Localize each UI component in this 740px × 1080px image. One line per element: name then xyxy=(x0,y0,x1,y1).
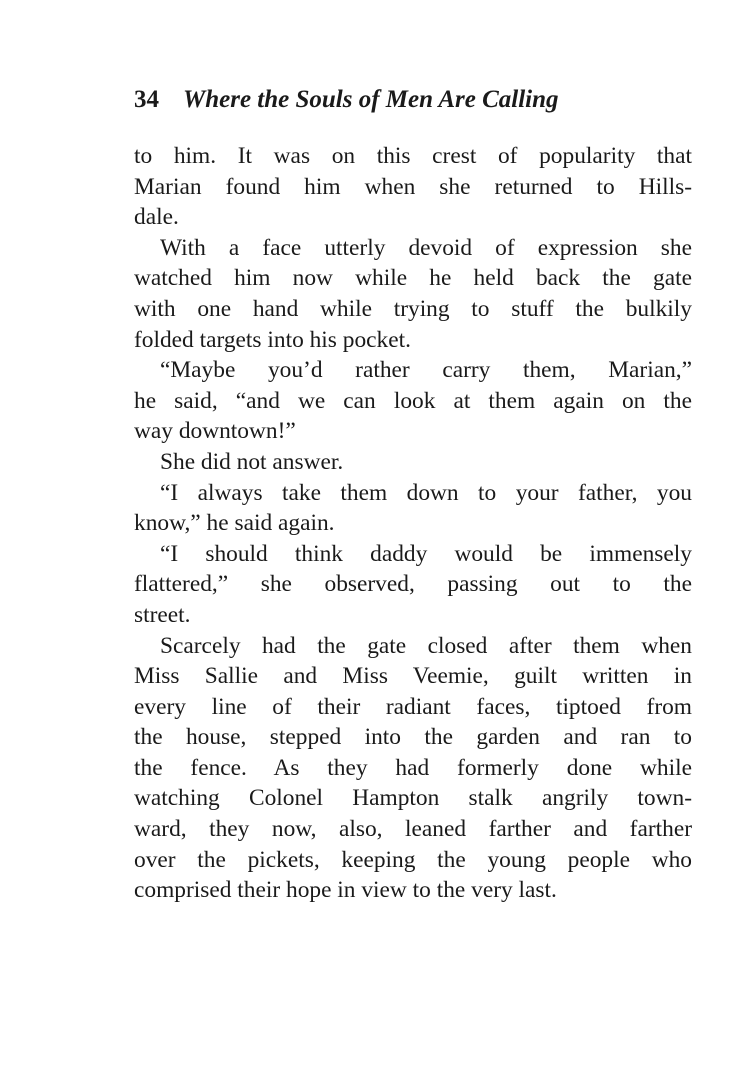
text-line: ward, they now, also, leaned farther and farther xyxy=(134,816,692,843)
text-line: way downtown!” xyxy=(134,418,296,445)
text-line: know,” he said again. xyxy=(134,510,335,537)
text-line: dale. xyxy=(134,204,179,231)
body-text xyxy=(134,141,692,906)
text-line: to him. It was on this crest of popularity that xyxy=(134,143,692,169)
book-page xyxy=(134,86,692,906)
text-line: watched him now while he held back the gate xyxy=(134,265,692,292)
text-line: “I always take them down to your father, you xyxy=(160,479,692,506)
paragraph xyxy=(134,141,692,233)
page-number: 34 xyxy=(134,86,159,113)
text-line: the house, stepped into the garden and ran to xyxy=(134,724,692,751)
paragraph xyxy=(134,447,692,478)
text-line: “I should think daddy would be immensely xyxy=(160,540,692,567)
text-line: with one hand while trying to stuff the bulkily xyxy=(134,295,692,322)
paragraph xyxy=(134,478,692,539)
text-line: Scarcely had the gate closed after them when xyxy=(160,632,692,659)
running-title: Where the Souls of Men Are Calling xyxy=(183,86,559,113)
paragraph xyxy=(134,355,692,447)
paragraph xyxy=(134,631,692,906)
text-line: the fence. As they had formerly done while xyxy=(134,754,692,781)
text-line: “Maybe you’d rather carry them, Marian,” xyxy=(160,357,692,384)
text-line: flattered,” she observed, passing out to the xyxy=(134,571,692,598)
text-line: over the pickets, keeping the young people who xyxy=(134,846,692,873)
text-line: Miss Sallie and Miss Veemie, guilt written in xyxy=(134,663,692,690)
text-line: every line of their radiant faces, tiptoed from xyxy=(134,693,692,720)
text-line: She did not answer. xyxy=(160,448,344,475)
text-line: folded targets into his pocket. xyxy=(134,326,411,353)
text-line: comprised their hope in view to the very last. xyxy=(134,877,557,904)
text-line: Marian found him when she returned to Hills- xyxy=(134,173,692,200)
paragraph xyxy=(134,539,692,631)
text-line: With a face utterly devoid of expression she xyxy=(160,234,692,261)
text-line: he said, “and we can look at them again on the xyxy=(134,387,692,414)
paragraph xyxy=(134,233,692,355)
text-line: street. xyxy=(134,601,191,628)
page-header xyxy=(134,86,692,126)
text-line: watching Colonel Hampton stalk angrily town- xyxy=(134,785,692,812)
